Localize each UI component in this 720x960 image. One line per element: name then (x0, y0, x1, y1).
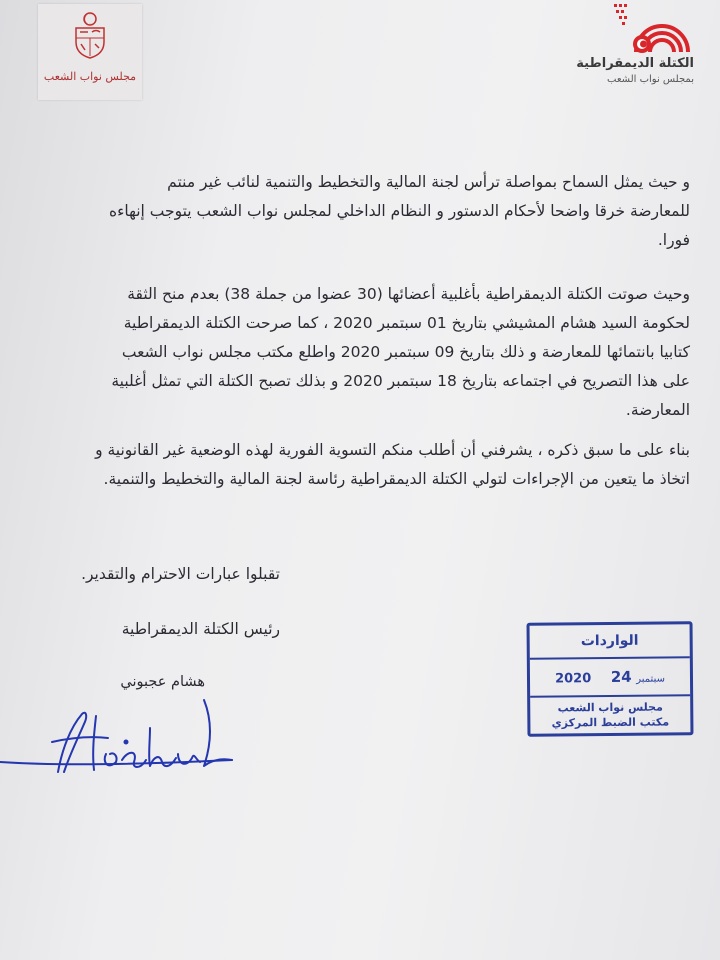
stamp-org-line-1: مجلس نواب الشعب (557, 700, 663, 715)
stamp-date (530, 658, 690, 697)
broadcast-waves-icon (610, 2, 700, 56)
bloc-name: الكتلة الديمقراطية (576, 56, 694, 71)
signatory-title: رئيس الكتلة الديمقراطية (121, 620, 280, 638)
paragraph-line: وحيث صوتت الكتلة الديمقراطية بأغلبية أعضائها (30 عضوا من جملة 38) بعدم منح الثقة (127, 285, 690, 303)
bloc-subtitle: بمجلس نواب الشعب (607, 74, 694, 85)
stamp-date-year: 2020 (554, 671, 592, 687)
paragraph-line: بناء على ما سبق ذكره ، يشرفني أن أطلب منكم التسوية الفورية لهذه الوضعية غير القانونية و (95, 441, 690, 459)
signatory-name: هشام عجبوني (120, 674, 205, 690)
handwritten-signature (0, 680, 250, 780)
received-stamp (527, 621, 694, 736)
stamp-organization (530, 696, 690, 730)
paragraph-1 (70, 168, 690, 255)
paragraph-line: كتابيا بانتمائها للمعارضة و ذلك بتاريخ 09 سبتمبر 2020 واطلع مكتب مجلس نواب الشعب (121, 343, 690, 361)
stamp-date-day: 24 (610, 667, 632, 686)
stamp-org-line-2: مكتب الضبط المركزي (551, 715, 670, 730)
paragraph-line: على هذا التصريح في اجتماعه بتاريخ 18 سبتمبر 2020 و بذلك تصبح الكتلة التي تمثل أغلبية (111, 372, 690, 390)
paragraph-3 (70, 436, 690, 494)
paragraph-line: اتخاذ ما يتعين من الإجراءات لتولي الكتلة الديمقراطية رئاسة لجنة المالية والتخطيط والتنمية. (103, 470, 690, 488)
closing-regards: تقبلوا عبارات الاحترام والتقدير. (81, 565, 280, 583)
stamp-date-month: سبتمبر (636, 673, 666, 685)
paragraph-line: لحكومة السيد هشام المشيشي بتاريخ 01 سبتمبر 2020 ، كما صرحت الكتلة الديمقراطية (123, 314, 690, 332)
paragraph-line: و حيث يمثل السماح بمواصلة ترأس لجنة المالية والتخطيط والتنمية لنائب غير منتم (167, 173, 690, 191)
stamp-header: الواردات (530, 624, 690, 659)
paragraph-line: للمعارضة خرقا واضحا لأحكام الدستور و النظام الداخلي لمجلس نواب الشعب يتوجب إنهاءه (108, 202, 690, 220)
coat-of-arms-icon (73, 12, 107, 60)
parliament-logo-caption: مجلس نواب الشعب (43, 70, 137, 83)
parliament-logo (38, 4, 142, 100)
paragraph-line: المعارضة. (625, 401, 690, 419)
paragraph-2 (70, 280, 690, 425)
democratic-bloc-logo (576, 0, 708, 96)
paragraph-line: فورا. (657, 231, 690, 249)
